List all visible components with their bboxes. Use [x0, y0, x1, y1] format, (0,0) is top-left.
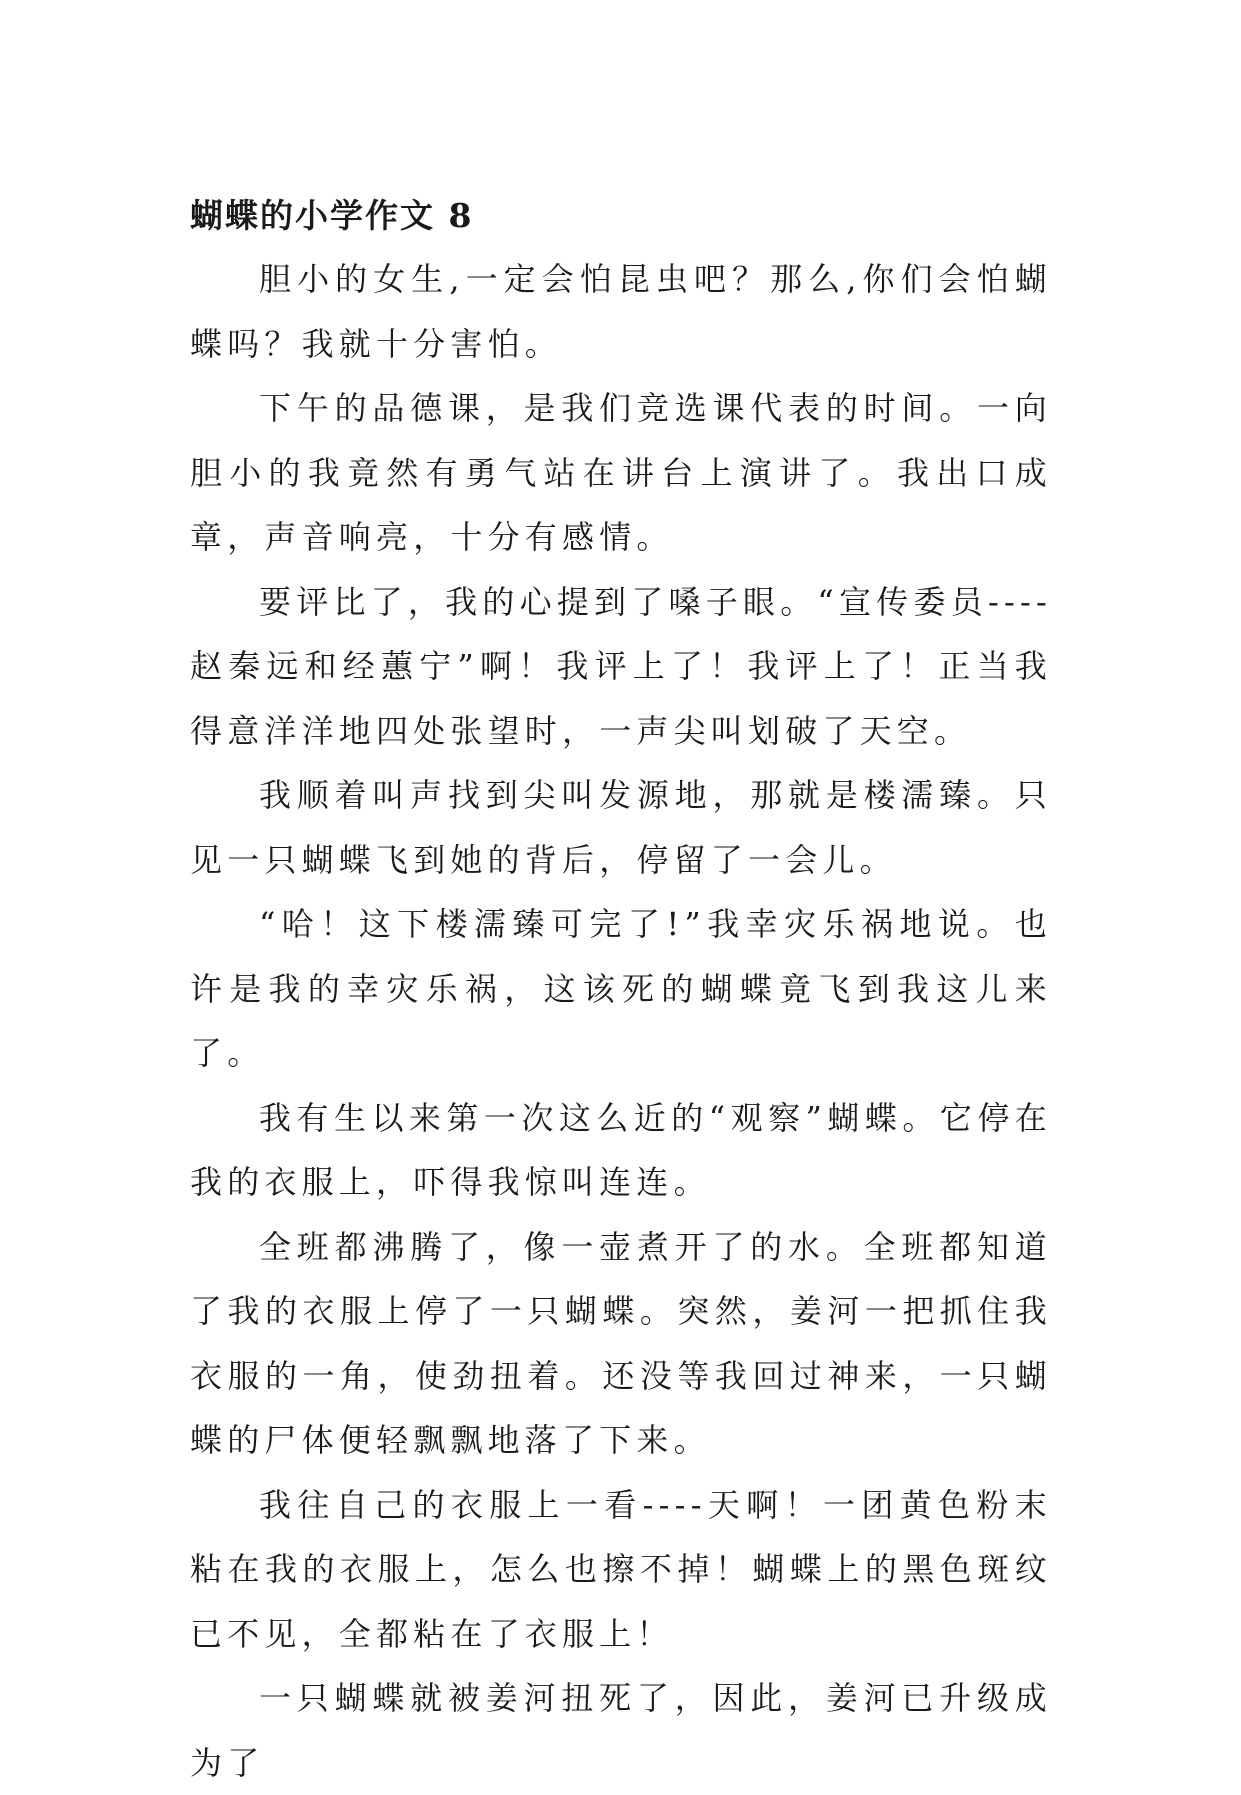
- paragraph: 全班都沸腾了，像一壶煮开了的水。全班都知道了我的衣服上停了一只蝴蝶。突然，姜河一把抓住我衣服的一角，使劲扭着。还没等我回过神来，一只蝴蝶的尸体便轻飘飘地落了下来。: [190, 1227, 1052, 1459]
- paragraph: “哈！这下楼濡臻可完了!”我幸灾乐祸地说。也许是我的幸灾乐祸，这该死的蝴蝶竟飞到我这儿来了。: [190, 905, 1052, 1072]
- paragraph: 一只蝴蝶就被姜河扭死了，因此，姜河已升级成为了: [190, 1679, 1052, 1782]
- paragraph: 我往自己的衣服上一看----天啊！一团黄色粉末粘在我的衣服上，怎么也擦不掉！蝴蝶上的黑色斑纹已不见，全都粘在了衣服上！: [190, 1485, 1052, 1653]
- document-title: 蝴蝶的小学作文 8: [190, 196, 474, 235]
- paragraph: 要评比了，我的心提到了嗓子眼。“宣传委员----赵秦远和经蕙宁”啊！我评上了！我评上了！正当我得意洋洋地四处张望时，一声尖叫划破了天空。: [190, 582, 1052, 750]
- paragraph: 下午的品德课，是我们竞选课代表的时间。一向胆小的我竟然有勇气站在讲台上演讲了。我出口成章，声音响亮，十分有感情。: [190, 389, 1052, 556]
- paragraph: 我顺着叫声找到尖叫发源地，那就是楼濡臻。只见一只蝴蝶飞到她的背后，停留了一会儿。: [190, 776, 1052, 879]
- paragraph: 胆小的女生,一定会怕昆虫吧？那么,你们会怕蝴蝶吗？我就十分害怕。: [190, 260, 1052, 363]
- document-page: [190, 185, 1052, 1795]
- paragraph: 我有生以来第一次这么近的“观察”蝴蝶。它停在我的衣服上，吓得我惊叫连连。: [190, 1098, 1052, 1201]
